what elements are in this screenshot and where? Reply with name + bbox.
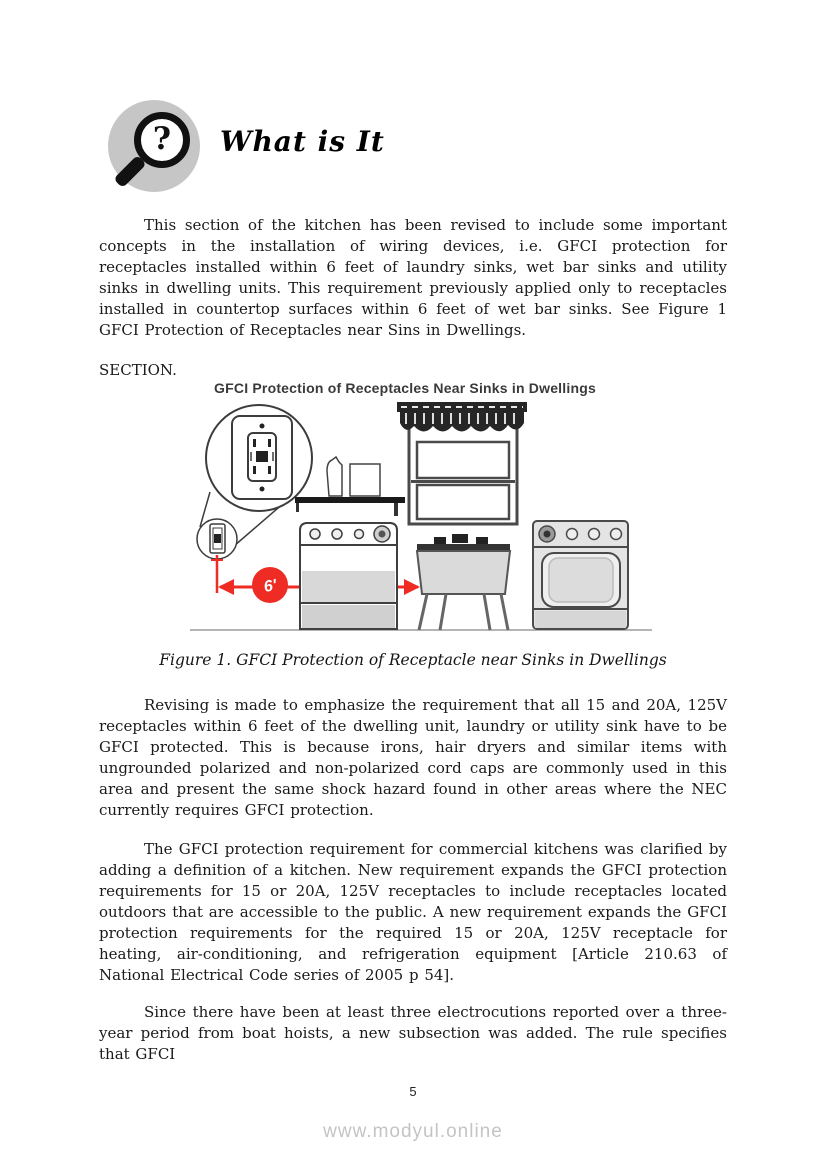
detergent-box xyxy=(350,464,380,496)
question-mark-glyph: ? xyxy=(152,120,172,157)
page-number: 5 xyxy=(409,1084,417,1099)
watermark: www.modyul.online xyxy=(323,1121,503,1142)
paragraph-1: This section of the kitchen has been revised to include some important concepts in the installation of wiring devices, i.e. GFCI protection for receptacles installed within 6 feet of laundry sinks, wet bar sinks and utility sinks in dwelling units. This requirement previously applied only to receptacles installed in countertop surfaces within 6 feet of wet bar sinks. See Figure 1 GFCI Protection of Receptacles near Sins in Dwellings. xyxy=(99,216,727,339)
section-label: SECTION. xyxy=(99,361,177,379)
figure-1 xyxy=(190,380,660,638)
paragraph-3: The GFCI protection requirement for commercial kitchens was clarified by adding a definition of a kitchen. New requirement expands the GFCI protection requirements for 15 or 20A, 125V receptacles to include receptacles located outdoors that are accessible to the public. A new requirement expands the GFCI protection requirements for the required 15 or 20A, 125V receptacle for heating, air-conditioning, and refrigeration equipment [Article 210.63 of National Electrical Code series of 2005 p 54]. xyxy=(99,840,727,984)
paragraph-2: Revising is made to emphasize the requirement that all 15 and 20A, 125V receptacles within 6 feet of the dwelling unit, laundry or utility sink have to be GFCI protected. This is because irons, hair dryers and similar items with ungrounded polarized and non-polarized cord caps are commonly used in this area and present the same shock hazard found in other areas where the NEC currently requires GFCI protection. xyxy=(99,696,727,819)
figure-illustration xyxy=(190,397,660,637)
distance-label: 6' xyxy=(262,577,278,596)
gfci-outlet-closeup xyxy=(197,405,312,559)
window xyxy=(409,416,517,524)
page-title: What is It xyxy=(220,125,385,158)
dryer xyxy=(533,521,628,629)
washer xyxy=(300,523,397,629)
paragraph-4: Since there have been at least three electrocutions reported over a three-year period from boat hoists, a new subsection was added. The rule specifies that GFCI xyxy=(99,1003,727,1063)
figure-caption: Figure 1. GFCI Protection of Receptacle near Sinks in Dwellings xyxy=(159,651,667,669)
magnifier-question-icon xyxy=(108,100,200,192)
figure-title: GFCI Protection of Receptacles Near Sinks in Dwellings xyxy=(214,380,596,396)
magnifier-lens xyxy=(134,112,190,168)
detergent-bottle xyxy=(327,457,342,496)
utility-sink xyxy=(417,534,510,630)
